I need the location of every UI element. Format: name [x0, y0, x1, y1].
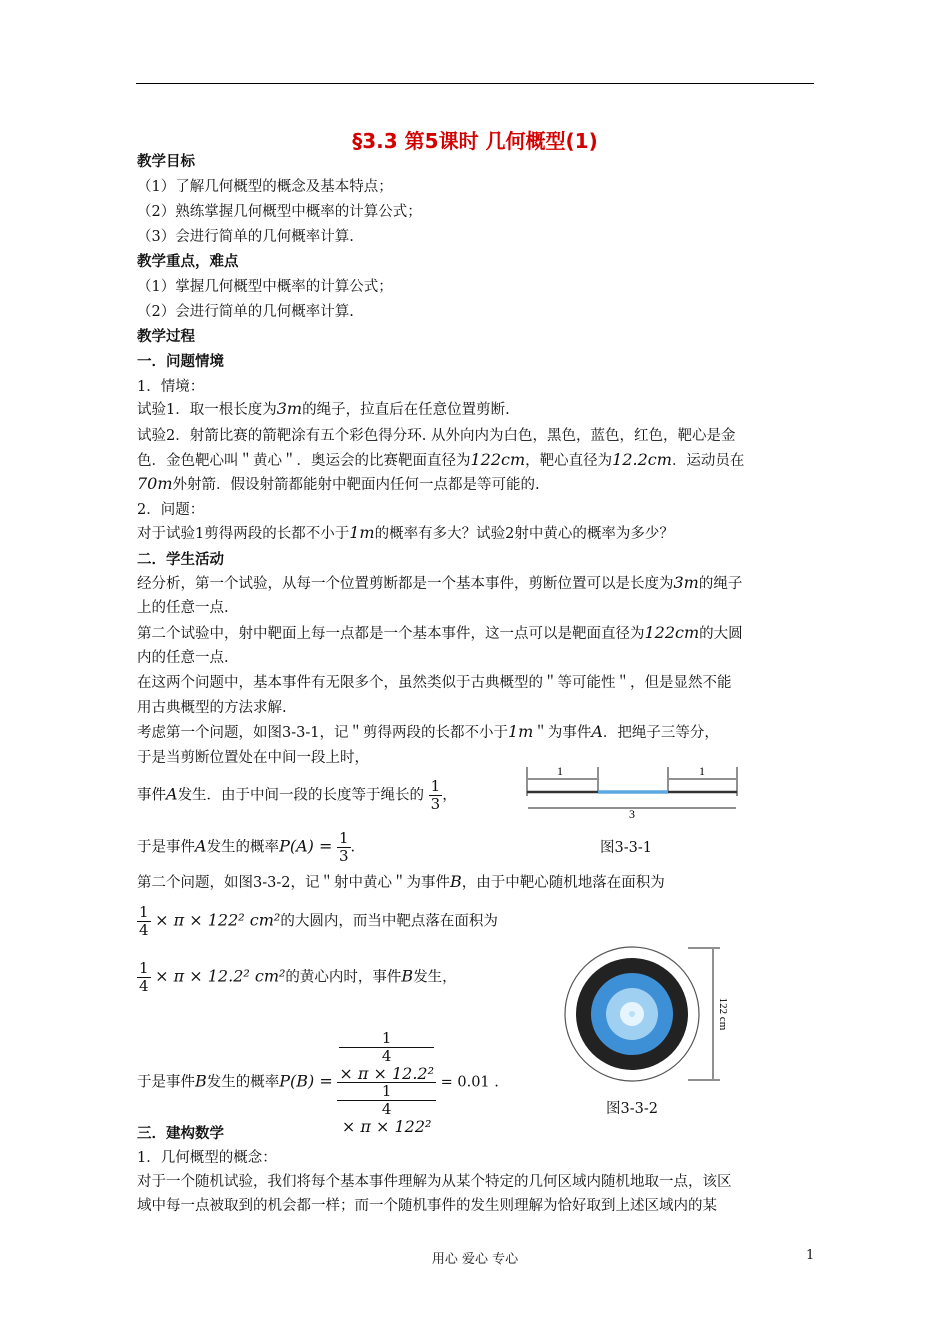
heading-1: 一．问题情境: [137, 354, 224, 370]
question-label: 2．问题：: [137, 502, 205, 518]
trial-1: 试验1．取一根长度为3m的绳子，拉直后在任意位置剪断.: [137, 399, 510, 418]
fraction-quarter-b: $\frac{1}{4}$: [139, 959, 149, 995]
analysis-b1: 第二个问题，如图3-3-2，记＂射中黄心＂为事件B，由于中靶心随机地落在面积为: [137, 872, 665, 891]
goal-1: （1）了解几何概型的概念及基本特点；: [137, 179, 393, 195]
analysis-2a: 第二个试验中，射中靶面上每一点都是一个基本事件，这一点可以是靶面直径为122cm的大圆: [137, 623, 743, 642]
fraction-one-third-b: $\frac{1}{3}$: [338, 829, 349, 865]
fraction-quarter-den: 1 4: [337, 1083, 436, 1118]
page-number: 1: [806, 1248, 815, 1263]
analysis-2b: 内的任意一点.: [137, 650, 229, 666]
key-2: （2）会进行简单的几何概率计算.: [137, 304, 354, 320]
target-center: [629, 1011, 635, 1017]
fraction-quarter-num: 1 4: [339, 1030, 434, 1065]
concept-label: 1．几何概型的概念：: [137, 1150, 277, 1166]
analysis-1b: 上的任意一点.: [137, 600, 229, 616]
analysis-1a: 经分析，第一个试验，从每一个位置剪断都是一个基本事件，剪断位置可以是长度为3m的绳子: [137, 573, 743, 592]
analysis-3b: 用古典概型的方法求解.: [137, 700, 287, 716]
analysis-b2: $\frac{1}{4}$ × π × 122² cm²的大圆内，而当中靶点落在面积为: [139, 903, 498, 939]
rope-figure: [520, 762, 750, 822]
heading-3: 三．建构数学: [137, 1126, 224, 1142]
figure-1-caption: 图3-3-1: [600, 840, 652, 856]
header-rule: [136, 83, 814, 84]
analysis-7: 于是事件A发生的概率P(A) = $\frac{1}{3}$ .: [137, 829, 356, 865]
target-figure: [560, 944, 740, 1084]
left-length-label: 1: [557, 764, 563, 778]
concept-text-2: 域中每一点被取到的机会都一样；而一个随机事件的发生则理解为恰好取到上述区域内的某: [137, 1198, 717, 1214]
analysis-5: 于是当剪断位置处在中间一段上时，: [137, 750, 369, 766]
concept-text-1: 对于一个随机试验，我们将每个基本事件理解为从某个特定的几何区域内随机地取一点，该区: [137, 1174, 732, 1190]
fraction-quarter: $\frac{1}{4}$: [139, 903, 149, 939]
situation-label: 1．情境：: [137, 379, 205, 395]
fraction-one-third: $\frac{1}{3}$: [430, 777, 441, 813]
section-process: 教学过程: [137, 329, 195, 345]
trial-2-line-2: 色．金色靶心叫＂黄心＂．奥运会的比赛靶面直径为122cm，靶心直径为12.2cm．运动员在: [137, 450, 745, 469]
figure-2-caption: 图3-3-2: [606, 1101, 658, 1117]
analysis-b4: 于是事件B发生的概率P(B) = 1 4 × π × 12.2² 1 4 × π × 122² = 0.01 .: [137, 1029, 499, 1136]
right-length-label: 1: [699, 764, 705, 778]
analysis-6: 事件A发生．由于中间一段的长度等于绳长的 $\frac{1}{3}$ ，: [137, 777, 457, 813]
goal-2: （2）熟练掌握几何概型中概率的计算公式；: [137, 204, 422, 220]
diameter-label: 122 cm: [717, 997, 729, 1031]
analysis-3a: 在这两个问题中，基本事件有无限多个，虽然类似于古典概型的＂等可能性＂，但是显然不能: [137, 675, 732, 691]
page-footer: 用心 爱心 专心: [431, 1252, 519, 1267]
key-1: （1）掌握几何概型中概率的计算公式；: [137, 279, 393, 295]
section-key: 教学重点，难点: [137, 254, 239, 270]
total-length-label: 3: [629, 807, 635, 821]
heading-2: 二．学生活动: [137, 552, 224, 568]
trial-2-line-1: 试验2．射箭比赛的箭靶涂有五个彩色得分环. 从外向内为白色，黑色，蓝色，红色，靶心是金: [137, 428, 736, 444]
analysis-b3: $\frac{1}{4}$ × π × 12.2² cm²的黄心内时，事件B发生，: [139, 959, 457, 995]
probability-fraction: 1 4 × π × 12.2² 1 4 × π × 122²: [339, 1029, 434, 1136]
section-goal: 教学目标: [137, 154, 195, 170]
trial-2-line-3: 70m外射箭．假设射箭都能射中靶面内任何一点都是等可能的.: [137, 474, 540, 493]
analysis-4: 考虑第一个问题，如图3-3-1，记＂剪得两段的长都不小于1m＂为事件A．把绳子三等分，: [137, 722, 719, 741]
page-title: §3.3 第5课时 几何概型(1): [352, 129, 598, 153]
question-text: 对于试验1剪得两段的长都不小于1m的概率有多大？试验2射中黄心的概率为多少？: [137, 523, 674, 542]
goal-3: （3）会进行简单的几何概率计算.: [137, 229, 354, 245]
